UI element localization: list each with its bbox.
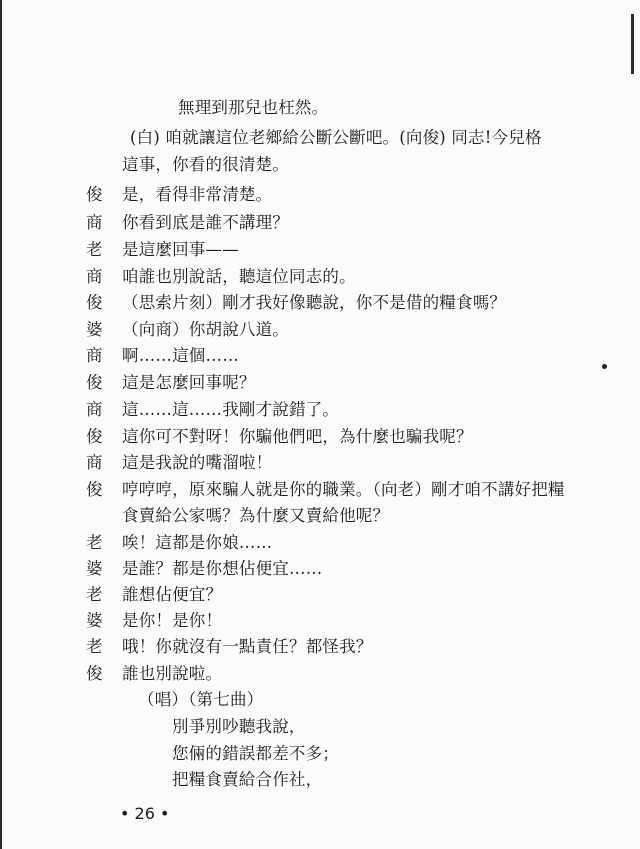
speaker-label: 商 — [86, 346, 103, 365]
speaker-label: 俊 — [86, 293, 103, 312]
line-text: 哦！你就沒有一點責任？都怪我？ — [122, 637, 373, 656]
speaker-label: 老 — [86, 240, 103, 259]
lyric-text: 您倆的錯誤都差不多； — [172, 744, 339, 763]
script-line — [0, 152, 600, 178]
line-text: 這事，你看的很清楚。 — [122, 155, 289, 174]
song-cue: （唱）（第七曲） — [138, 690, 264, 709]
line-text: 誰想佔便宜？ — [122, 585, 223, 604]
line-text: 哼哼哼，原來騙人就是你的職業。（向老）剛才咱不講好把糧 — [122, 480, 565, 499]
lyric-line — [0, 741, 600, 767]
script-line — [0, 125, 600, 151]
script-line — [0, 290, 600, 316]
script-line — [0, 556, 600, 582]
ink-spot — [602, 364, 607, 369]
line-text: 無理到那兒也枉然。 — [178, 98, 329, 117]
script-line — [0, 264, 600, 290]
lyric-line — [0, 767, 600, 793]
speaker-label: 俊 — [86, 185, 103, 204]
script-line — [0, 530, 600, 556]
line-text: 這是怎麼回事呢？ — [122, 373, 256, 392]
line-text: 這你可不對呀！你騙他們吧，為什麼也騙我呢？ — [122, 427, 473, 446]
page-right-edge-mark — [631, 14, 634, 74]
script-line — [0, 634, 600, 660]
line-text: 是你！是你！ — [122, 611, 223, 630]
script-line — [0, 424, 600, 450]
line-text: 這……這……我剛才說錯了。 — [122, 400, 340, 419]
lyric-text: 把糧食賣給合作社， — [172, 770, 323, 789]
speaker-label: 俊 — [86, 480, 103, 499]
line-text: 咱誰也別說話，聽這位同志的。 — [122, 267, 356, 286]
speaker-label: 商 — [86, 267, 103, 286]
speaker-label: 老 — [86, 533, 103, 552]
script-line — [0, 608, 600, 634]
script-line — [0, 317, 600, 343]
speaker-label: 婆 — [86, 559, 103, 578]
line-text: 是這麼回事—— — [122, 240, 239, 259]
speaker-label: 商 — [86, 453, 103, 472]
line-text: 啊……這個…… — [122, 346, 239, 365]
script-line — [0, 687, 600, 713]
speaker-label: 商 — [86, 400, 103, 419]
page-number: • 26 • — [120, 804, 170, 823]
line-text: 食賣給公家嗎？為什麼又賣給他呢？ — [122, 506, 390, 525]
speaker-label: 俊 — [86, 427, 103, 446]
line-text: （向商）你胡說八道。 — [122, 320, 289, 339]
script-line — [0, 182, 600, 208]
script-line — [0, 661, 600, 687]
line-text: 誰也別說啦。 — [122, 664, 223, 683]
speaker-label: 老 — [86, 585, 103, 604]
script-line — [0, 503, 600, 529]
line-text: 你看到底是誰不講理？ — [122, 213, 289, 232]
line-text: (白) 咱就讓這位老鄉給公斷公斷吧。(向俊) 同志!今兒格 — [130, 128, 542, 147]
script-line — [0, 237, 600, 263]
line-text: （思索片刻）剛才我好像聽說，你不是借的糧食嗎？ — [122, 293, 507, 312]
line-text: 這是我說的嘴溜啦！ — [122, 453, 273, 472]
script-line — [0, 397, 600, 423]
speaker-label: 商 — [86, 213, 103, 232]
speaker-label: 俊 — [86, 373, 103, 392]
script-line — [0, 343, 600, 369]
line-text: 唉！這都是你娘…… — [122, 533, 273, 552]
script-line — [0, 210, 600, 236]
speaker-label: 俊 — [86, 664, 103, 683]
script-line — [0, 370, 600, 396]
line-text: 是誰？都是你想佔便宜…… — [122, 559, 323, 578]
script-line — [0, 450, 600, 476]
speaker-label: 婆 — [86, 320, 103, 339]
speaker-label: 老 — [86, 637, 103, 656]
lyric-line — [0, 714, 600, 740]
speaker-label: 婆 — [86, 611, 103, 630]
line-text: 是，看得非常清楚。 — [122, 185, 273, 204]
script-line — [0, 477, 600, 503]
script-line — [0, 582, 600, 608]
lyric-text: 別爭別吵聽我說， — [172, 717, 306, 736]
script-line — [0, 95, 600, 121]
